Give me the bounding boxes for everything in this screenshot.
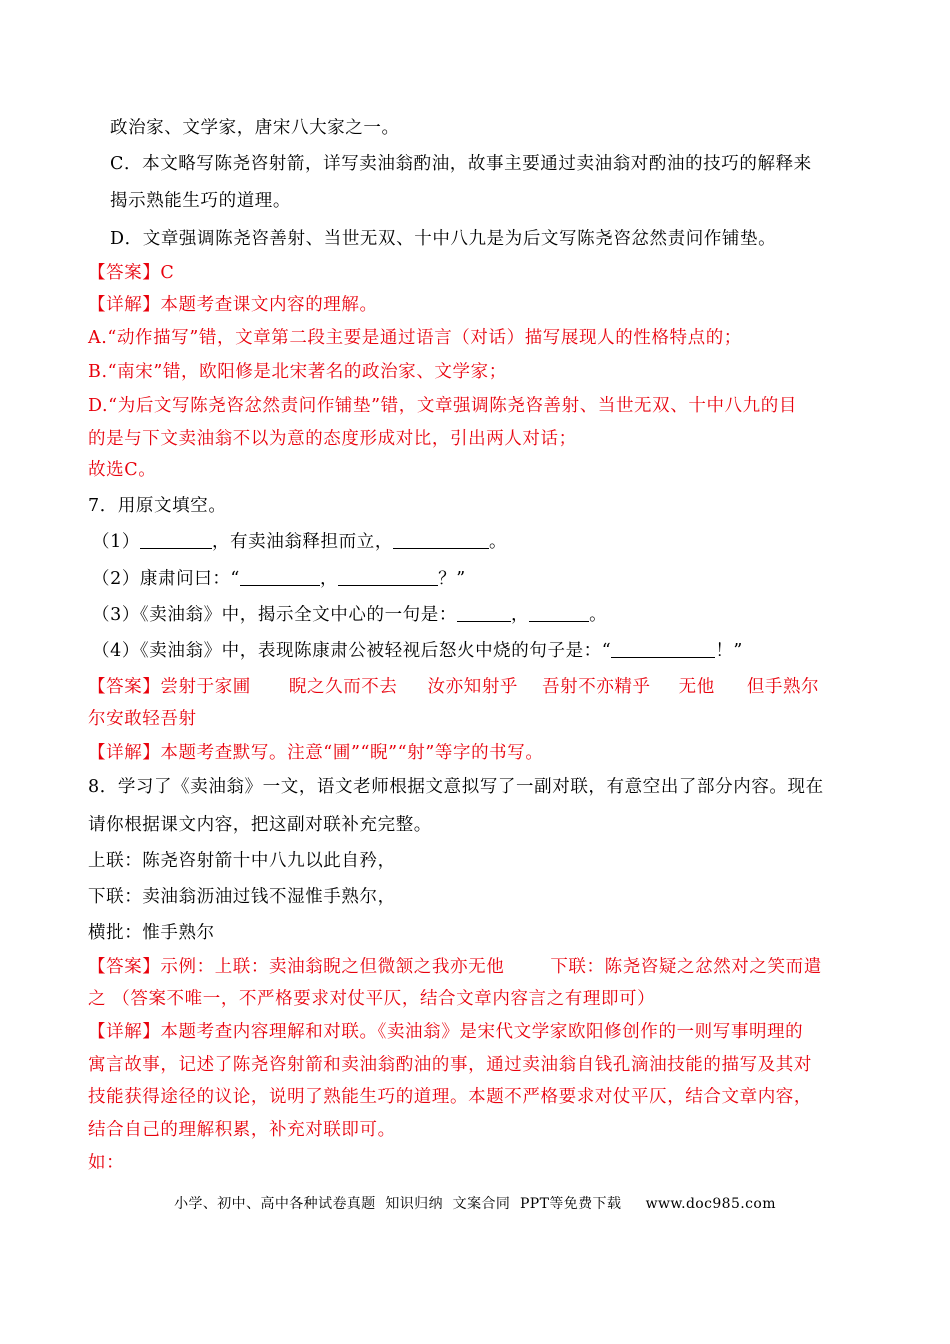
q8-title-line-2: 请你根据课文内容，把这副对联补充完整。 bbox=[88, 815, 432, 835]
fill-blank[interactable] bbox=[393, 532, 489, 549]
q8-title-line-1: 8．学习了《卖油翁》一文，语文老师根据文意拟写了一副对联，有意空出了部分内容。现在 bbox=[88, 777, 824, 797]
q8-answer-lower: 下联：陈尧咨疑之忿然对之笑而遣 bbox=[550, 957, 822, 977]
q8-detail-line-3: 技能获得途径的议论，说明了熟能生巧的道理。本题不严格要求对仗平仄，结合文章内容， bbox=[88, 1087, 812, 1107]
fill-blank[interactable] bbox=[338, 569, 438, 586]
q8-detail-line-5: 如： bbox=[88, 1153, 125, 1173]
q6-conclusion: 故选C。 bbox=[88, 460, 157, 480]
q6-detail-a: A.“动作描写”错，文章第二段主要是通过语言（对话）描写展现人的性格特点的； bbox=[88, 328, 742, 348]
q7-sub-4-prefix: （4）《卖油翁》中，表现陈康肃公被轻视后怒火中烧的句子是：“ bbox=[92, 641, 612, 661]
fill-blank[interactable] bbox=[140, 532, 212, 549]
q8-detail-line-4: 结合自己的理解积累，补充对联即可。 bbox=[88, 1120, 396, 1140]
q7-detail: 【详解】本题考查默写。注意“圃”“睨”“射”等字的书写。 bbox=[88, 743, 544, 763]
q8-detail-line-1: 【详解】本题考查内容理解和对联。《卖油翁》是宋代文学家欧阳修创作的一则写事明理的 bbox=[88, 1022, 804, 1042]
q8-detail-line-2: 寓言故事，记述了陈尧咨射箭和卖油翁酌油的事，通过卖油翁自钱孔滴油技能的描写及其对 bbox=[88, 1055, 812, 1075]
q7-sub-2-prefix: （2）康肃问曰：“ bbox=[92, 569, 240, 589]
q8-answer-upper: 【答案】示例：上联：卖油翁睨之但微颔之我亦无他 bbox=[88, 957, 505, 977]
answer-item: 吾射不亦精乎 bbox=[542, 677, 651, 697]
fill-blank[interactable] bbox=[529, 605, 589, 622]
q7-sub-2 bbox=[92, 567, 466, 591]
q7-sub-2-end: ？” bbox=[438, 569, 466, 589]
q7-sub-1 bbox=[92, 530, 507, 554]
page-footer: 小学、初中、高中各种试卷真题 知识归纳 文案合同 PPT等免费下载 www.doc985.com bbox=[174, 1196, 776, 1212]
answer-label: 【答案】 bbox=[88, 677, 161, 697]
q7-title: 7．用原文填空。 bbox=[88, 496, 227, 516]
q6-detail-d-line-1: D.“为后文写陈尧咨忿然责问作铺垫”错，文章强调陈尧咨善射、当世无双、十中八九的目 bbox=[88, 396, 797, 416]
q6-detail-d-line-2: 的是与下文卖油翁不以为意的态度形成对比，引出两人对话； bbox=[88, 429, 577, 449]
q7-sub-3-mid: ， bbox=[510, 605, 530, 625]
fill-blank[interactable] bbox=[457, 605, 511, 622]
q7-sub-1-mid: ，有卖油翁释担而立， bbox=[211, 532, 393, 552]
q7-sub-3-end: 。 bbox=[589, 605, 608, 625]
couplet-horizontal: 横批：惟手熟尔 bbox=[88, 923, 215, 943]
couplet-upper: 上联：陈尧咨射箭十中八九以此自矜， bbox=[88, 851, 396, 871]
q7-sub-4-end: ！” bbox=[715, 641, 743, 661]
option-b-continuation: 政治家、文学家，唐宋八大家之一。 bbox=[110, 118, 400, 138]
option-c-line-2: 揭示熟能生巧的道理。 bbox=[110, 191, 291, 211]
q6-detail-b: B.“南宋”错，欧阳修是北宋著名的政治家、文学家； bbox=[88, 362, 507, 382]
q6-answer: 【答案】C bbox=[88, 263, 175, 283]
q6-detail: 【详解】本题考查课文内容的理解。 bbox=[88, 295, 378, 315]
q7-sub-3 bbox=[92, 603, 607, 627]
q7-sub-4 bbox=[92, 639, 743, 663]
q7-sub-1-prefix: （1） bbox=[92, 532, 140, 552]
answer-item: 汝亦知射乎 bbox=[427, 677, 519, 697]
answer-item: 无他 bbox=[678, 677, 715, 697]
q7-sub-2-mid: ， bbox=[319, 569, 339, 589]
q7-sub-3-prefix: （3）《卖油翁》中，揭示全文中心的一句是： bbox=[92, 605, 457, 625]
q7-sub-1-end: 。 bbox=[488, 532, 508, 552]
answer-item: 尝射于家圃 bbox=[160, 677, 251, 697]
q7-answer bbox=[88, 675, 819, 699]
couplet-lower: 下联：卖油翁沥油过钱不湿惟手熟尔， bbox=[88, 887, 396, 907]
answer-item: 睨之久而不去 bbox=[288, 677, 398, 697]
q7-answer-continuation: 尔安敢轻吾射 bbox=[88, 709, 197, 729]
option-c-line-1: C．本文略写陈尧咨射箭，详写卖油翁酌油，故事主要通过卖油翁对酌油的技巧的解释来 bbox=[110, 154, 812, 174]
fill-blank[interactable] bbox=[611, 641, 715, 658]
fill-blank[interactable] bbox=[240, 569, 320, 586]
option-d: D．文章强调陈尧咨善射、当世无双、十中八九是为后文写陈尧咨忿然责问作铺垫。 bbox=[110, 229, 777, 249]
answer-item: 但手熟尔 bbox=[746, 677, 820, 697]
q8-answer-continuation: 之 （答案不唯一，不严格要求对仗平仄，结合文章内容言之有理即可） bbox=[88, 989, 656, 1009]
q8-answer bbox=[88, 955, 822, 979]
